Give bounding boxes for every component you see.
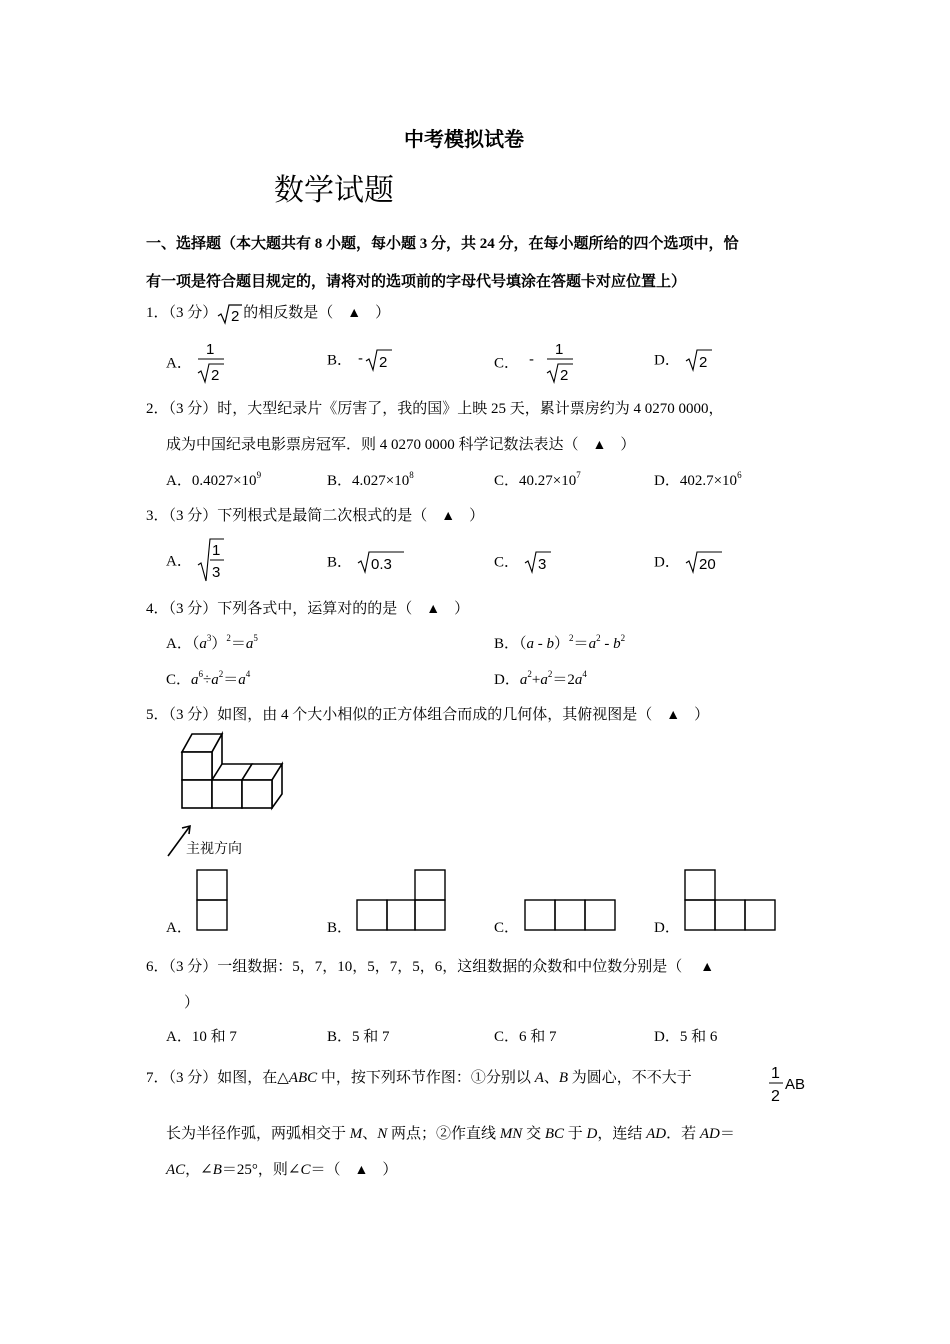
q6-option-a[interactable]: A．10 和 7 (166, 1029, 237, 1045)
q6-option-d[interactable]: D．5 和 6 (654, 1029, 718, 1045)
sqrt-one-third (196, 537, 226, 583)
svg-text:2: 2 (378, 354, 388, 371)
answer-triangle: ▲ (354, 1163, 369, 1178)
q5-option-c-label[interactable]: C． (494, 920, 520, 936)
blank-close: ） (382, 1162, 398, 1178)
answer-triangle: ▲ (592, 438, 607, 453)
section-heading-line1: 一、选择题（本大题共有 8 小题，每小题 3 分，共 24 分，在每小题所给的四个选项中，恰 (146, 236, 739, 252)
question-score: （3 分） (168, 601, 218, 617)
answer-triangle: ▲ (441, 509, 456, 524)
q2-option-a[interactable]: A．$0.4027\times 10^9$ (166, 470, 262, 489)
answer-triangle: ▲ (700, 960, 715, 975)
sqrt-symbol (217, 303, 243, 325)
q5-option-d-figure[interactable] (682, 868, 780, 932)
svg-text:-: - (528, 351, 534, 368)
option-label: B． (327, 352, 353, 369)
svg-text:2: 2 (771, 1088, 780, 1105)
q1-option-b[interactable] (327, 346, 396, 372)
svg-text:1: 1 (771, 1065, 780, 1082)
question-5 (146, 703, 709, 724)
svg-text:3: 3 (211, 564, 220, 581)
svg-text:1: 1 (205, 341, 214, 358)
question-number: 4． (146, 601, 169, 617)
option-label: A． (166, 355, 192, 372)
question-2-line1 (146, 397, 724, 418)
section-heading-line2: 有一项是符合题目规定的，请将对的选项前的字母代号填涂在答题卡对应位置上） (146, 274, 687, 290)
question-text: 下列各式中，运算对的的是（ (217, 601, 413, 617)
question-number: 7． (146, 1070, 169, 1086)
option-label: C． (494, 554, 520, 571)
question-number: 2． (146, 401, 169, 417)
q5-option-d-label[interactable]: D． (654, 920, 680, 936)
q5-option-b-figure[interactable] (355, 868, 449, 932)
negative-sqrt2 (356, 346, 396, 372)
question-7-line3: AC，∠B＝25°，则∠C＝（ ▲ ） (166, 1162, 398, 1178)
q6-option-b[interactable]: B．5 和 7 (327, 1029, 390, 1045)
q3-option-d[interactable] (654, 548, 724, 574)
sqrt-3 (523, 548, 553, 574)
q4-option-a[interactable]: A．$(a^3)^2=a^5$ (166, 633, 258, 652)
option-label: D． (654, 352, 680, 369)
svg-text:2: 2 (231, 307, 240, 325)
sqrt-20 (684, 548, 724, 574)
q3-option-c[interactable] (494, 548, 553, 574)
blank-close: ） (469, 508, 485, 524)
q1-option-d[interactable] (654, 346, 714, 372)
q3-option-b[interactable] (327, 548, 406, 574)
option-label: D． (654, 554, 680, 571)
page-title: 中考模拟试卷 (404, 129, 524, 151)
fraction-one-over-sqrt2 (196, 340, 226, 384)
svg-text:1: 1 (211, 542, 220, 559)
question-number: 6． (146, 959, 169, 975)
svg-text:0.3: 0.3 (370, 556, 392, 573)
q4-option-b[interactable]: B．$(a - b)^2=a^2 - b^2$ (494, 633, 626, 652)
sqrt2 (684, 346, 714, 372)
blank-close: ） (454, 601, 470, 617)
question-text: 如图，由 4 个大小相似的正方体组合而成的几何体，其俯视图是（ (217, 707, 653, 723)
q1-option-c[interactable] (494, 340, 575, 384)
blank-close: ） (375, 305, 391, 321)
question-number: 5． (146, 707, 169, 723)
svg-text:1: 1 (554, 341, 564, 358)
question-score: （3 分） (168, 707, 218, 723)
svg-text:2: 2 (210, 367, 219, 384)
sqrt-0-3 (356, 548, 406, 574)
question-1 (146, 301, 390, 325)
q5-option-a-figure[interactable] (194, 868, 230, 932)
question-6 (146, 955, 714, 976)
q1-option-a[interactable] (166, 340, 226, 384)
q3-option-a[interactable] (166, 537, 226, 583)
question-score: （3 分） (168, 305, 218, 321)
q5-option-c-figure[interactable] (522, 898, 618, 932)
q2-option-c[interactable]: C．$40.27\times 10^7$ (494, 470, 581, 489)
option-label: A． (166, 553, 192, 570)
answer-triangle: ▲ (426, 602, 441, 617)
question-text: 一组数据：5，7，10，5，7，5，6，这组数据的众数和中位数分别是（ (217, 959, 683, 975)
question-score: （3 分） (168, 959, 218, 975)
question-4 (146, 597, 469, 618)
svg-text:3: 3 (537, 556, 547, 573)
option-label: C． (494, 355, 520, 372)
q6-option-c[interactable]: C．6 和 7 (494, 1029, 557, 1045)
blank-close: ） (694, 707, 710, 723)
negative-fraction-one-over-sqrt2 (523, 340, 575, 384)
q2-option-b[interactable]: B．$4.027\times 10^8$ (327, 470, 414, 489)
question-score: （3 分） (168, 508, 218, 524)
question-text: 下列根式是最简二次根式的是（ (217, 508, 428, 524)
question-score: （3 分） (168, 401, 218, 417)
direction-label: 主视方向 (186, 841, 242, 857)
question-6-line2: ） (184, 995, 200, 1011)
question-text: 成为中国纪录电影票房冠军．则 4 0270 0000 科学记数法表达（ (166, 437, 579, 453)
question-score: （3 分） (168, 1070, 218, 1086)
svg-text:-: - (357, 350, 363, 367)
question-7-line2: 长为半径作弧，两弧相交于 M、N 两点；②作直线 MN 交 BC 于 D，连结 AD．若 AD＝ (166, 1126, 735, 1142)
q5-option-b-label[interactable]: B． (327, 920, 353, 936)
option-label: B． (327, 554, 353, 571)
svg-text:2: 2 (559, 367, 569, 384)
question-text: 的相反数是（ (243, 305, 334, 321)
question-number: 3． (146, 508, 169, 524)
page-subtitle: 数学试题 (274, 173, 394, 208)
q4-option-d[interactable]: D．$a^2+a^2=2a^4$ (494, 669, 587, 688)
question-number: 1． (146, 305, 169, 321)
question-2-line2 (166, 433, 635, 454)
q2-option-d[interactable]: D．$402.7\times 10^6$ (654, 470, 742, 489)
q4-option-c[interactable]: C．$a^6\div a^2=a^4$ (166, 669, 251, 688)
svg-text:AB: AB (785, 1076, 806, 1093)
question-text: 时，大型纪录片《厉害了，我的国》上映 25 天，累计票房约为 4 0270 0000， (217, 401, 724, 417)
question-7-line1: 7．（3 分）如图，在△ABC 中，按下列环节作图：①分别以 A、B 为圆心，不不大于 (146, 1070, 692, 1086)
answer-triangle: ▲ (666, 708, 681, 723)
fraction-half-ab (768, 1062, 812, 1106)
blank-close: ） (620, 437, 636, 453)
q5-option-a-label[interactable]: A． (166, 920, 192, 936)
question-3 (146, 504, 484, 525)
answer-triangle: ▲ (347, 306, 362, 321)
svg-text:20: 20 (698, 556, 716, 573)
svg-text:2: 2 (698, 354, 707, 371)
